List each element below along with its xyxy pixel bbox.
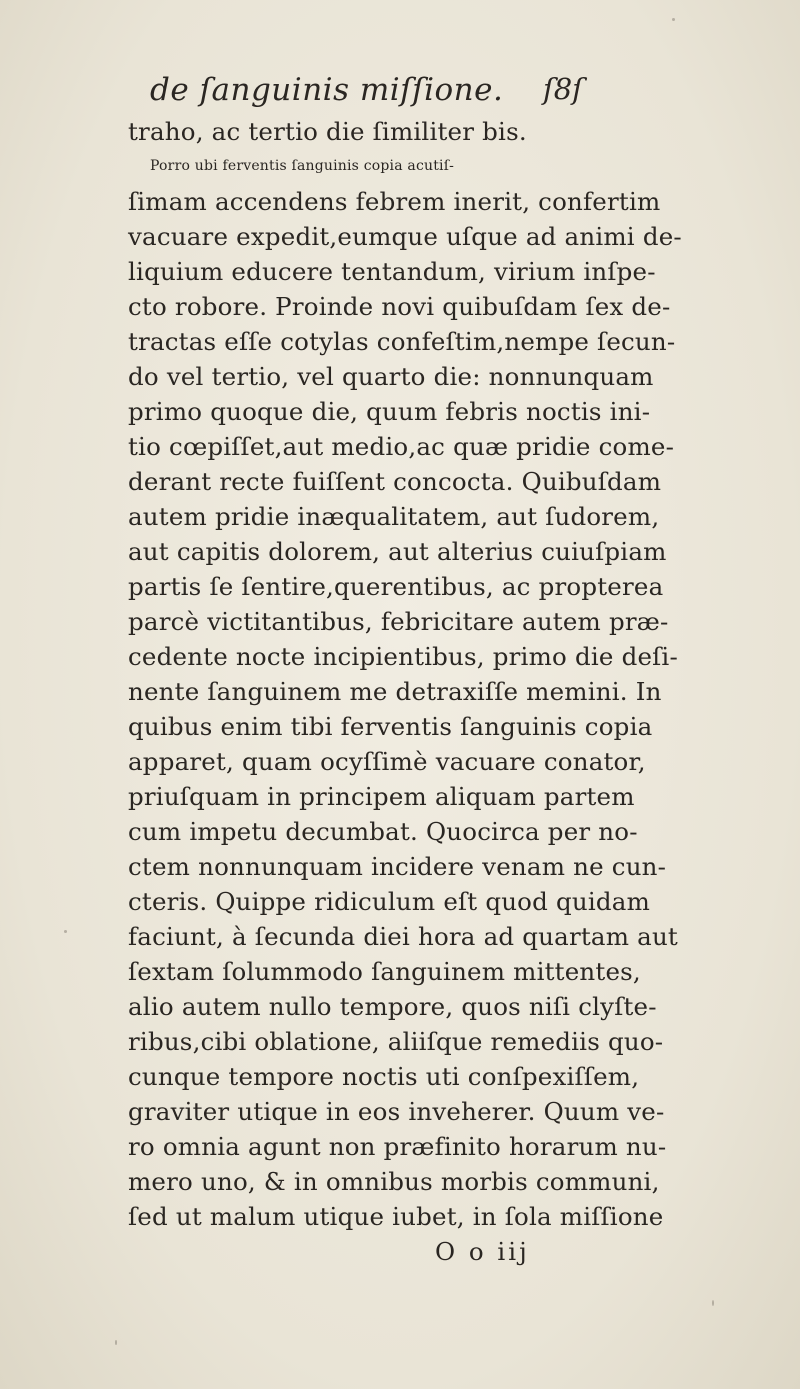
text-line: Porro ubi ferventis ſanguinis copia acutiſ-	[150, 158, 455, 174]
text-line: graviter utique in eos inveherer. Quum ve-	[128, 1097, 665, 1126]
body-text	[128, 114, 728, 1269]
text-line: primo quoque die, quum febris noctis ini-	[128, 397, 651, 426]
running-header	[150, 72, 710, 112]
page-number: ſ8ſ	[543, 72, 583, 106]
text-line: aut capitis dolorem, aut alterius cuiuſpiam	[128, 537, 667, 566]
paper-speck	[64, 930, 67, 933]
text-line: apparet, quam ocyſſimè vacuare conator,	[128, 747, 646, 776]
paper-speck	[115, 1340, 117, 1345]
text-line: do vel tertio, vel quarto die: nonnunquam	[128, 362, 654, 391]
running-title: de ſanguinis miſſione.	[150, 72, 504, 108]
text-line: ſimam accendens febrem inerit, confertim	[128, 187, 661, 216]
text-line: ribus,cibi oblatione, aliiſque remediis quo-	[128, 1027, 664, 1056]
text-line: cedente nocte incipientibus, primo die deſi-	[128, 642, 678, 671]
text-line: nente ſanguinem me detraxiſſe memini. In	[128, 677, 662, 706]
text-line: traho, ac tertio die ſimiliter bis.	[128, 117, 527, 146]
text-line: cum impetu decumbat. Quocirca per no-	[128, 817, 638, 846]
text-line: cto robore. Proinde novi quibuſdam ſex de-	[128, 292, 671, 321]
text-line: liquium educere tentandum, virium inſpe-	[128, 257, 656, 286]
text-line: tractas eſſe cotylas confeſtim,nempe ſecun-	[128, 327, 676, 356]
text-line: priuſquam in principem aliquam partem	[128, 782, 635, 811]
text-line: vacuare expedit,eumque uſque ad animi de-	[128, 222, 682, 251]
text-line: alio autem nullo tempore, quos niſi clyſte-	[128, 992, 657, 1021]
text-line: partis ſe ſentire,querentibus, ac propterea	[128, 572, 664, 601]
text-line: quibus enim tibi ferventis ſanguinis copia	[128, 712, 653, 741]
text-line: derant recte fuiſſent concocta. Quibuſdam	[128, 467, 662, 496]
text-line: cunque tempore noctis uti conſpexiſſem,	[128, 1062, 640, 1091]
signature-mark: O o iij	[435, 1237, 530, 1266]
paper-speck	[712, 1300, 714, 1306]
text-line: mero uno, & in omnibus morbis communi,	[128, 1167, 660, 1196]
text-line: ctem nonnunquam incidere venam ne cun-	[128, 852, 667, 881]
text-line: ro omnia agunt non præfinito horarum nu-	[128, 1132, 667, 1161]
text-line: ſed ut malum utique iubet, in ſola miſſione	[128, 1202, 664, 1231]
text-line: cteris. Quippe ridiculum eſt quod quidam	[128, 887, 651, 916]
paper-speck	[672, 18, 675, 21]
text-line: autem pridie inæqualitatem, aut ſudorem,	[128, 502, 660, 531]
text-line: tio cœpiſſet,aut medio,ac quæ pridie come-	[128, 432, 675, 461]
text-line: faciunt, à ſecunda diei hora ad quartam aut	[128, 922, 678, 951]
text-line: parcè victitantibus, febricitare autem præ-	[128, 607, 669, 636]
text-line: ſextam ſolummodo ſanguinem mittentes,	[128, 957, 641, 986]
